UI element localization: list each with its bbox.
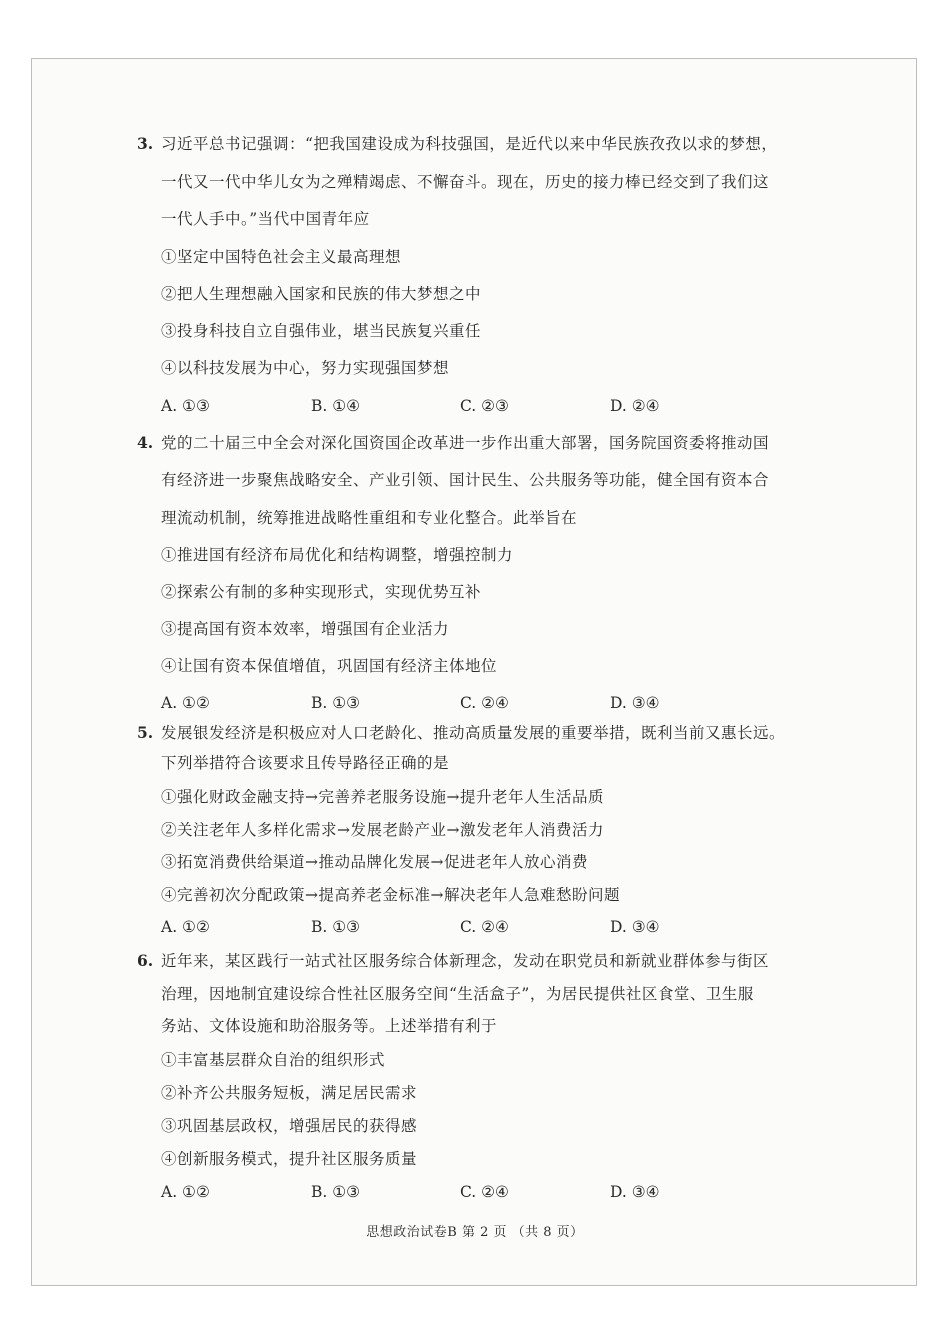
question-stem-line: 一代人手中。”当代中国青年应 xyxy=(161,210,370,228)
question-stem-line: 发展银发经济是积极应对人口老龄化、推动高质量发展的重要举措，既利当前又惠长远。 xyxy=(161,724,786,742)
statement-item: ②补齐公共服务短板，满足居民需求 xyxy=(161,1084,418,1102)
answer-option-c: C. ②④ xyxy=(460,694,509,712)
answer-option-b: B. ①③ xyxy=(311,694,361,712)
statement-item: ①丰富基层群众自治的组织形式 xyxy=(161,1051,386,1069)
answer-option-c: C. ②③ xyxy=(460,397,509,415)
page-footer: 思想政治试卷B 第 2 页 （共 8 页） xyxy=(366,1225,584,1240)
statement-item: ②关注老年人多样化需求→发展老龄产业→激发老年人消费活力 xyxy=(161,821,604,839)
answer-option-a: A. ①② xyxy=(161,1183,210,1201)
statement-item: ④创新服务模式，提升社区服务质量 xyxy=(161,1150,418,1168)
question-stem-line: 一代又一代中华儿女为之殚精竭虑、不懈奋斗。现在，历史的接力棒已经交到了我们这 xyxy=(161,173,770,191)
question-stem-line: 下列举措符合该要求且传导路径正确的是 xyxy=(161,754,450,772)
answer-option-b: B. ①③ xyxy=(311,1183,361,1201)
question-number: 5. xyxy=(137,723,154,742)
statement-item: ②把人生理想融入国家和民族的伟大梦想之中 xyxy=(161,285,482,303)
answer-option-a: A. ①② xyxy=(161,918,210,936)
statement-item: ③巩固基层政权，增强居民的获得感 xyxy=(161,1117,418,1135)
question-stem-line: 党的二十届三中全会对深化国资国企改革进一步作出重大部署，国务院国资委将推动国 xyxy=(161,434,770,452)
question-stem-line: 有经济进一步聚焦战略安全、产业引领、国计民生、公共服务等功能，健全国有资本合 xyxy=(161,471,770,489)
answer-option-d: D. ③④ xyxy=(610,918,660,936)
answer-option-a: A. ①③ xyxy=(161,397,210,415)
answer-option-c: C. ②④ xyxy=(460,918,509,936)
statement-item: ①推进国有经济布局优化和结构调整，增强控制力 xyxy=(161,546,514,564)
question-number: 6. xyxy=(137,951,154,970)
answer-option-d: D. ③④ xyxy=(610,1183,660,1201)
statement-item: ①强化财政金融支持→完善养老服务设施→提升老年人生活品质 xyxy=(161,788,604,806)
question-stem-line: 习近平总书记强调：“把我国建设成为科技强国，是近代以来中华民族孜孜以求的梦想， xyxy=(161,135,778,153)
statement-item: ②探索公有制的多种实现形式，实现优势互补 xyxy=(161,583,482,601)
statement-item: ③拓宽消费供给渠道→推动品牌化发展→促进老年人放心消费 xyxy=(161,853,588,871)
question-stem-line: 理流动机制，统筹推进战略性重组和专业化整合。此举旨在 xyxy=(161,509,578,527)
answer-option-a: A. ①② xyxy=(161,694,210,712)
statement-item: ④让国有资本保值增值，巩固国有经济主体地位 xyxy=(161,657,498,675)
statement-item: ①坚定中国特色社会主义最高理想 xyxy=(161,248,402,266)
statement-item: ③提高国有资本效率，增强国有企业活力 xyxy=(161,620,450,638)
question-number: 3. xyxy=(137,134,154,153)
answer-option-d: D. ②④ xyxy=(610,397,660,415)
question-stem-line: 近年来，某区践行一站式社区服务综合体新理念，发动在职党员和新就业群体参与街区 xyxy=(161,952,770,970)
answer-option-b: B. ①③ xyxy=(311,918,361,936)
answer-option-b: B. ①④ xyxy=(311,397,361,415)
statement-item: ③投身科技自立自强伟业，堪当民族复兴重任 xyxy=(161,322,482,340)
question-stem-line: 治理，因地制宜建设综合性社区服务空间“生活盒子”，为居民提供社区食堂、卫生服 xyxy=(161,985,754,1003)
statement-item: ④以科技发展为中心，努力实现强国梦想 xyxy=(161,359,450,377)
answer-option-c: C. ②④ xyxy=(460,1183,509,1201)
question-number: 4. xyxy=(137,433,154,452)
answer-option-d: D. ③④ xyxy=(610,694,660,712)
statement-item: ④完善初次分配政策→提高养老金标准→解决老年人急难愁盼问题 xyxy=(161,886,620,904)
question-stem-line: 务站、文体设施和助浴服务等。上述举措有利于 xyxy=(161,1017,498,1035)
